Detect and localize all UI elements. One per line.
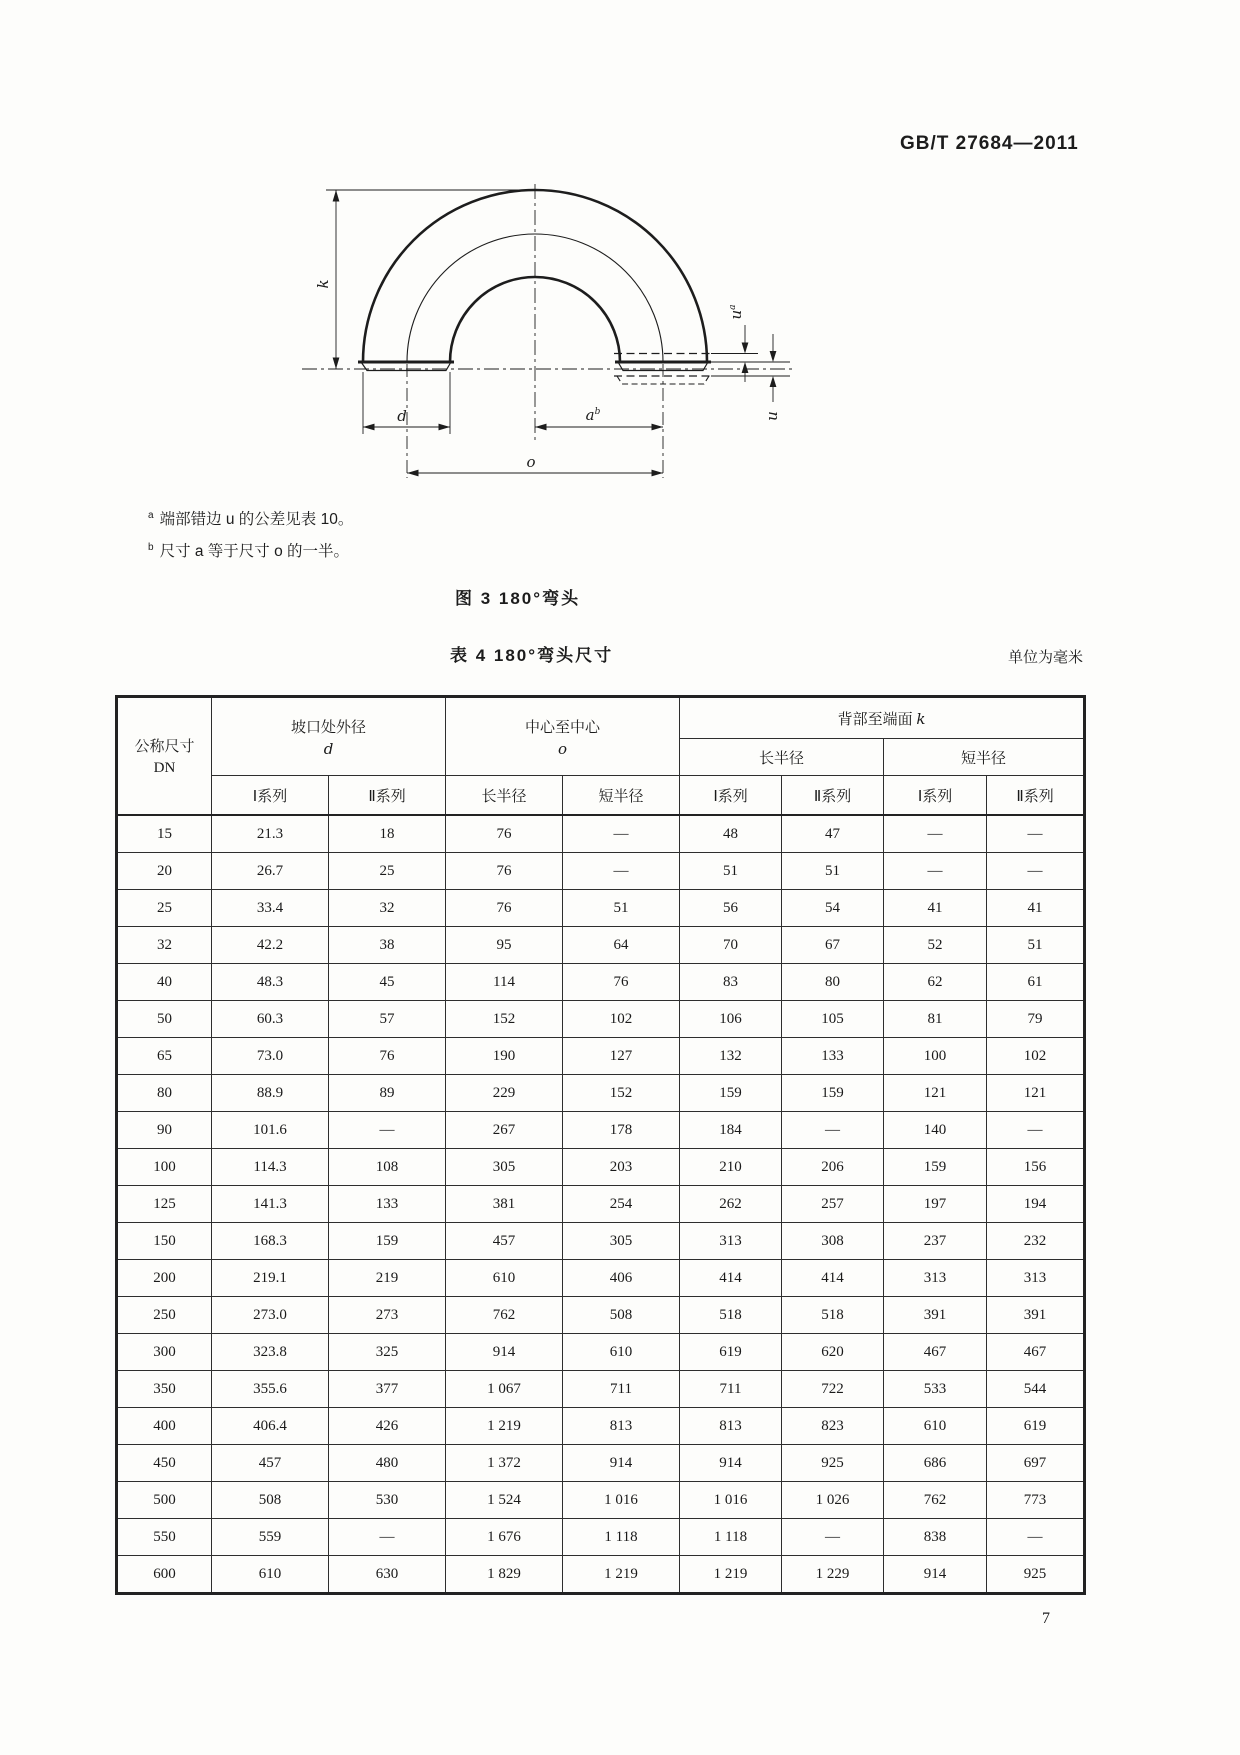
col-header-k-long-series-2: Ⅱ系列 [782,776,884,816]
d-group-symbol: d [323,739,334,758]
cell-o-short-radius: 1 118 [563,1519,680,1556]
cell-k-short-series-1: 762 [884,1482,987,1519]
cell-o-long-radius: 76 [446,815,563,853]
col-header-o-long-radius: 长半径 [446,776,563,816]
figure-note-b [148,534,353,566]
cell-dn: 50 [117,1001,212,1038]
cell-dn: 80 [117,1075,212,1112]
note-text-a: 端部错边 u 的公差见表 10。 [159,511,354,529]
cell-k-long-series-1: 210 [680,1149,782,1186]
cell-k-short-series-2: 391 [987,1297,1085,1334]
cell-k-long-series-1: 70 [680,927,782,964]
unit-note: 单位为毫米 [1007,649,1083,666]
cell-k-short-series-2: — [987,853,1085,890]
cell-dn: 300 [117,1334,212,1371]
cell-k-long-series-2: 47 [782,815,884,853]
cell-o-short-radius: 102 [563,1001,680,1038]
cell-d-series-2: 89 [329,1075,446,1112]
dim-label-k: k [314,279,332,289]
cell-d-series-2: 18 [329,815,446,853]
cell-k-long-series-1: 1 219 [680,1556,782,1594]
cell-k-short-series-1: 610 [884,1408,987,1445]
cell-k-short-series-2: 232 [987,1223,1085,1260]
table-row [117,1334,1085,1371]
cell-d-series-2: 325 [329,1334,446,1371]
elbow-figure [290,182,830,492]
cell-o-short-radius: 1 219 [563,1556,680,1594]
cell-o-short-radius: 1 016 [563,1482,680,1519]
table-row [117,890,1085,927]
col-header-o-group [446,697,680,776]
cell-k-long-series-1: 56 [680,890,782,927]
cell-o-short-radius: 711 [563,1371,680,1408]
table-row [117,1001,1085,1038]
cell-o-short-radius: 127 [563,1038,680,1075]
cell-k-long-series-2: 1 026 [782,1482,884,1519]
cell-k-long-series-1: 83 [680,964,782,1001]
cell-k-long-series-1: 48 [680,815,782,853]
cell-o-long-radius: 610 [446,1260,563,1297]
cell-dn: 200 [117,1260,212,1297]
cell-o-long-radius: 114 [446,964,563,1001]
cell-k-long-series-2: 206 [782,1149,884,1186]
note-text-b: 尺寸 a 等于尺寸 o 的一半。 [159,543,350,561]
cell-k-short-series-2: 194 [987,1186,1085,1223]
cell-k-long-series-1: 1 016 [680,1482,782,1519]
table-row [117,927,1085,964]
col-header-k-long-radius: 长半径 [680,739,884,776]
cell-k-short-series-1: 159 [884,1149,987,1186]
cell-k-long-series-2: 133 [782,1038,884,1075]
cell-d-series-2: 273 [329,1297,446,1334]
cell-o-short-radius: 610 [563,1334,680,1371]
cell-d-series-2: 219 [329,1260,446,1297]
cell-dn: 15 [117,815,212,853]
cell-o-long-radius: 76 [446,853,563,890]
col-header-k-short-radius: 短半径 [884,739,1085,776]
cell-k-short-series-2: 61 [987,964,1085,1001]
cell-d-series-1: 355.6 [212,1371,329,1408]
cell-d-series-2: 133 [329,1186,446,1223]
cell-k-short-series-2: 619 [987,1408,1085,1445]
table-body [117,815,1085,1594]
cell-k-long-series-2: 51 [782,853,884,890]
figure-note-a [148,502,353,534]
cell-dn: 450 [117,1445,212,1482]
table-row [117,1556,1085,1594]
cell-d-series-1: 21.3 [212,815,329,853]
cell-o-long-radius: 457 [446,1223,563,1260]
cell-k-short-series-1: 914 [884,1556,987,1594]
table-row [117,1371,1085,1408]
cell-d-series-2: 38 [329,927,446,964]
cell-o-short-radius: 178 [563,1112,680,1149]
cell-k-short-series-1: 100 [884,1038,987,1075]
table-row [117,1260,1085,1297]
cell-dn: 40 [117,964,212,1001]
cell-k-short-series-1: 533 [884,1371,987,1408]
table-row [117,1223,1085,1260]
cell-o-short-radius: 254 [563,1186,680,1223]
cell-k-short-series-1: 391 [884,1297,987,1334]
cell-d-series-1: 88.9 [212,1075,329,1112]
page-number: 7 [1042,1610,1050,1627]
cell-k-long-series-1: 414 [680,1260,782,1297]
cell-d-series-2: 76 [329,1038,446,1075]
o-group-symbol: o [558,739,568,758]
col-header-k-long-series-1: Ⅰ系列 [680,776,782,816]
note-marker-a: a [148,510,154,521]
cell-dn: 500 [117,1482,212,1519]
table-row [117,1112,1085,1149]
cell-dn: 25 [117,890,212,927]
cell-d-series-2: 630 [329,1556,446,1594]
cell-o-long-radius: 229 [446,1075,563,1112]
cell-k-short-series-2: 467 [987,1334,1085,1371]
cell-o-long-radius: 267 [446,1112,563,1149]
cell-d-series-2: 159 [329,1223,446,1260]
cell-k-long-series-1: 914 [680,1445,782,1482]
cell-d-series-1: 273.0 [212,1297,329,1334]
cell-k-long-series-2: — [782,1112,884,1149]
k-group-symbol: k [916,709,926,728]
cell-k-long-series-1: 813 [680,1408,782,1445]
cell-dn: 250 [117,1297,212,1334]
d-group-label: 坡口处外径 [291,719,367,736]
cell-o-short-radius: 508 [563,1297,680,1334]
cell-o-long-radius: 76 [446,890,563,927]
cell-k-short-series-1: 686 [884,1445,987,1482]
col-header-dn [117,697,212,816]
cell-dn: 550 [117,1519,212,1556]
cell-o-short-radius: 406 [563,1260,680,1297]
cell-o-short-radius: 76 [563,964,680,1001]
dimension-arrowheads [333,190,777,476]
note-marker-b: b [148,542,154,554]
cell-k-short-series-1: 81 [884,1001,987,1038]
cell-o-long-radius: 1 372 [446,1445,563,1482]
cell-k-short-series-2: 156 [987,1149,1085,1186]
dn-label: 公称尺寸 [134,739,195,755]
cell-d-series-1: 559 [212,1519,329,1556]
cell-k-short-series-2: 925 [987,1556,1085,1594]
cell-k-long-series-2: 722 [782,1371,884,1408]
cell-o-long-radius: 95 [446,927,563,964]
table-row [117,1297,1085,1334]
cell-dn: 90 [117,1112,212,1149]
cell-k-short-series-1: 467 [884,1334,987,1371]
cell-d-series-1: 48.3 [212,964,329,1001]
elbow-diagram [290,182,830,492]
cell-dn: 400 [117,1408,212,1445]
table-row [117,1408,1085,1445]
col-header-d-series-2: Ⅱ系列 [329,776,446,816]
table-row [117,1038,1085,1075]
cell-k-long-series-2: — [782,1519,884,1556]
col-header-k-group [680,697,1085,739]
cell-d-series-1: 406.4 [212,1408,329,1445]
cell-o-short-radius: 813 [563,1408,680,1445]
cell-k-short-series-1: 121 [884,1075,987,1112]
cell-dn: 20 [117,853,212,890]
table-row [117,1149,1085,1186]
cell-k-short-series-2: 79 [987,1001,1085,1038]
cell-d-series-2: 25 [329,853,446,890]
cell-k-short-series-2: 102 [987,1038,1085,1075]
cell-d-series-1: 610 [212,1556,329,1594]
cell-k-long-series-2: 823 [782,1408,884,1445]
dimension-table [115,695,1086,1595]
cell-k-long-series-2: 105 [782,1001,884,1038]
cell-d-series-1: 323.8 [212,1334,329,1371]
cell-k-short-series-2: 773 [987,1482,1085,1519]
cell-k-long-series-1: 159 [680,1075,782,1112]
cell-dn: 65 [117,1038,212,1075]
standard-doc-code: GB/T 27684—2011 [900,133,1079,154]
cell-d-series-2: 426 [329,1408,446,1445]
cell-dn: 600 [117,1556,212,1594]
cell-k-short-series-2: — [987,815,1085,853]
cell-o-long-radius: 1 067 [446,1371,563,1408]
cell-dn: 125 [117,1186,212,1223]
cell-k-long-series-1: 132 [680,1038,782,1075]
cell-k-long-series-2: 67 [782,927,884,964]
cell-k-short-series-1: 140 [884,1112,987,1149]
cell-o-long-radius: 305 [446,1149,563,1186]
dim-label-d: d [397,407,407,425]
cell-k-short-series-2: — [987,1519,1085,1556]
cell-k-short-series-2: 121 [987,1075,1085,1112]
table-row [117,1075,1085,1112]
cell-d-series-2: 45 [329,964,446,1001]
cell-d-series-2: 377 [329,1371,446,1408]
dim-label-o: o [526,453,536,471]
table-header [117,697,1085,816]
cell-o-short-radius: 203 [563,1149,680,1186]
figure-caption: 图 3 180°弯头 [455,589,581,608]
cell-k-long-series-1: 51 [680,853,782,890]
cell-d-series-1: 26.7 [212,853,329,890]
cell-k-long-series-2: 308 [782,1223,884,1260]
cell-k-long-series-1: 518 [680,1297,782,1334]
cell-k-long-series-2: 54 [782,890,884,927]
dim-label-u-bottom: u [763,411,781,421]
table-row [117,964,1085,1001]
cell-d-series-1: 457 [212,1445,329,1482]
table-row [117,815,1085,853]
cell-o-long-radius: 1 219 [446,1408,563,1445]
cell-k-long-series-1: 313 [680,1223,782,1260]
cell-d-series-1: 60.3 [212,1001,329,1038]
cell-k-long-series-1: 106 [680,1001,782,1038]
col-header-o-short-radius: 短半径 [563,776,680,816]
cell-d-series-1: 114.3 [212,1149,329,1186]
cell-k-long-series-2: 925 [782,1445,884,1482]
figure-notes [148,502,353,566]
cell-k-long-series-1: 1 118 [680,1519,782,1556]
cell-o-short-radius: 64 [563,927,680,964]
cell-k-short-series-1: 838 [884,1519,987,1556]
cell-o-short-radius: 305 [563,1223,680,1260]
table-row [117,1519,1085,1556]
dn-symbol: DN [153,760,176,776]
cell-k-short-series-2: 41 [987,890,1085,927]
dim-label-a: $a^b$ [585,406,601,424]
cell-k-short-series-2: 697 [987,1445,1085,1482]
cell-k-short-series-2: 313 [987,1260,1085,1297]
cell-dn: 150 [117,1223,212,1260]
cell-k-long-series-2: 620 [782,1334,884,1371]
k-group-label: 背部至端面 [837,711,913,728]
col-header-d-group [212,697,446,776]
cell-k-long-series-1: 711 [680,1371,782,1408]
cell-dn: 100 [117,1149,212,1186]
cell-k-long-series-2: 414 [782,1260,884,1297]
cell-o-short-radius: 914 [563,1445,680,1482]
dim-label-u-top: $u^a$ [727,304,745,320]
cell-k-long-series-2: 1 229 [782,1556,884,1594]
o-group-label: 中心至中心 [525,719,601,736]
cell-d-series-1: 168.3 [212,1223,329,1260]
cell-o-long-radius: 914 [446,1334,563,1371]
cell-o-short-radius: 152 [563,1075,680,1112]
cell-k-long-series-1: 184 [680,1112,782,1149]
cell-d-series-1: 219.1 [212,1260,329,1297]
cell-k-long-series-1: 262 [680,1186,782,1223]
cell-dn: 350 [117,1371,212,1408]
cell-o-long-radius: 152 [446,1001,563,1038]
cell-d-series-2: 480 [329,1445,446,1482]
cell-k-long-series-1: 619 [680,1334,782,1371]
cell-o-short-radius: — [563,853,680,890]
cell-dn: 32 [117,927,212,964]
cell-k-short-series-2: 544 [987,1371,1085,1408]
table-row [117,853,1085,890]
col-header-d-series-1: Ⅰ系列 [212,776,329,816]
cell-o-long-radius: 190 [446,1038,563,1075]
cell-o-long-radius: 1 829 [446,1556,563,1594]
cell-d-series-2: 530 [329,1482,446,1519]
cell-o-short-radius: — [563,815,680,853]
cell-d-series-1: 508 [212,1482,329,1519]
cell-d-series-2: — [329,1112,446,1149]
cell-k-short-series-2: 51 [987,927,1085,964]
table-title: 表 4 180°弯头尺寸 [450,646,614,665]
cell-d-series-1: 42.2 [212,927,329,964]
cell-d-series-2: 32 [329,890,446,927]
cell-k-long-series-2: 159 [782,1075,884,1112]
cell-d-series-2: 108 [329,1149,446,1186]
cell-k-long-series-2: 518 [782,1297,884,1334]
cell-o-long-radius: 762 [446,1297,563,1334]
cell-o-long-radius: 1 524 [446,1482,563,1519]
col-header-k-short-series-2: Ⅱ系列 [987,776,1085,816]
cell-k-short-series-1: — [884,815,987,853]
cell-k-short-series-1: 52 [884,927,987,964]
cell-d-series-1: 101.6 [212,1112,329,1149]
cell-k-short-series-1: — [884,853,987,890]
cell-k-short-series-1: 62 [884,964,987,1001]
cell-k-long-series-2: 80 [782,964,884,1001]
cell-k-short-series-2: — [987,1112,1085,1149]
cell-k-long-series-2: 257 [782,1186,884,1223]
cell-d-series-1: 141.3 [212,1186,329,1223]
cell-d-series-2: — [329,1519,446,1556]
cell-o-short-radius: 51 [563,890,680,927]
cell-k-short-series-1: 41 [884,890,987,927]
cell-k-short-series-1: 237 [884,1223,987,1260]
table-row [117,1482,1085,1519]
cell-d-series-1: 33.4 [212,890,329,927]
cell-o-long-radius: 1 676 [446,1519,563,1556]
table-row [117,1445,1085,1482]
col-header-k-short-series-1: Ⅰ系列 [884,776,987,816]
cell-d-series-2: 57 [329,1001,446,1038]
cell-k-short-series-1: 197 [884,1186,987,1223]
table-row [117,1186,1085,1223]
cell-o-long-radius: 381 [446,1186,563,1223]
cell-d-series-1: 73.0 [212,1038,329,1075]
cell-k-short-series-1: 313 [884,1260,987,1297]
